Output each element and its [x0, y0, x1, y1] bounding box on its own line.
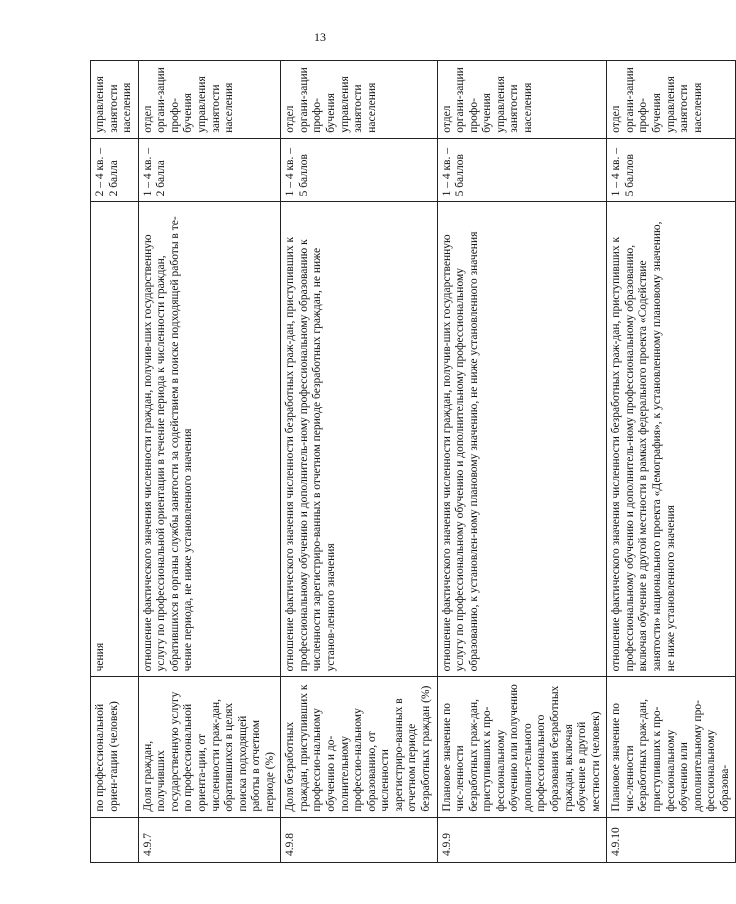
method-cell: отношение фактического значения численности граждан, получив-ших государственную услугу по профессиональной ориентации в течение периода к численности граждан, обратившихся в органы службы занятости за содействием в поиске подходящей работы в те-чение периода, не ниже установленного значения — [138, 202, 281, 677]
row-number: 4.9.7 — [138, 817, 281, 862]
period-cell: 1 – 4 кв. – 5 баллов — [607, 138, 736, 202]
table-row — [138, 61, 281, 863]
page-number: 13 — [314, 30, 326, 44]
responsible-cell: отдел органи-зации профо-бучения управления занятости населения — [437, 61, 607, 139]
responsible-cell: отдел органи-зации профо-бучения управления занятости населения — [281, 61, 437, 139]
table-row — [437, 61, 607, 863]
indicator-cell: Плановое значение по чис-ленности безработных граж-дан, приступивших к про-фессиональному обучению или получению дополни-тельного профессионального образования безработных граждан, включая обучение в другой местности (человек) — [437, 677, 607, 817]
indicator-cell: по профессиональной ориен-тации (человек) — [91, 677, 139, 817]
indicator-cell: Доля безработных граждан, приступивших к профессио-нальному обучению и до-полнительному профессио-нальному образованию, от численности зарегистриро-ванных в отчетном периоде безработных граждан (%) — [281, 677, 437, 817]
table-row — [281, 61, 437, 863]
table-row — [91, 61, 139, 863]
rotated-table-container — [90, 60, 731, 863]
method-cell: отношение фактического значения численности граждан, получив-ших государственную услугу по профессиональному обучению и дополнительному профессиональному образованию, к установлен-ному плановому значению, не ниже установленного значения — [437, 202, 607, 677]
row-number: 4.9.8 — [281, 817, 437, 862]
method-cell: отношение фактического значения численности безработных граж-дан, приступивших к профессиональному обучению и дополнитель-ному профессиональному образованию к численности зарегистриро-ванных в отчетном периоде безработных граждан, не ниже установ-ленного значения — [281, 202, 437, 677]
method-cell: отношение фактического значения численности безработных граж-дан, приступивших к профессиональному обучению и дополнитель-ному профессиональному образованию, включая обучение в другой местности в рамках федерального проекта «Содействие занятости» национального проекта «Демография», к установленному плановому значению, не ниже установленного значения — [607, 202, 736, 677]
method-cell: чения — [91, 202, 139, 677]
indicator-cell: Доля граждан, получивших государственную услугу по профессиональной ориента-ции, от численности граж-дан, обратившихся в целях поиска подходящей работы в отчетном периоде (%) — [138, 677, 281, 817]
row-number — [91, 817, 139, 862]
period-cell: 1 – 4 кв. – 5 баллов — [437, 138, 607, 202]
period-cell: 1 – 4 кв. – 2 балла — [138, 138, 281, 202]
criteria-table — [90, 60, 736, 863]
responsible-cell: отдел органи-зации профо-бучения управления занятости населения — [607, 61, 736, 139]
table-row — [607, 61, 736, 863]
period-cell: 2 – 4 кв. – 2 балла — [91, 138, 139, 202]
indicator-cell: Плановое значение по чис-ленности безработных граж-дан, приступивших к про-фессиональному обучению или дополнительному про-фессиональному образова- — [607, 677, 736, 817]
responsible-cell: отдел органи-зации профо-бучения управления занятости населения — [138, 61, 281, 139]
row-number: 4.9.9 — [437, 817, 607, 862]
responsible-cell: управления занятости населения — [91, 61, 139, 139]
period-cell: 1 – 4 кв. – 5 баллов — [281, 138, 437, 202]
row-number: 4.9.10 — [607, 817, 736, 862]
